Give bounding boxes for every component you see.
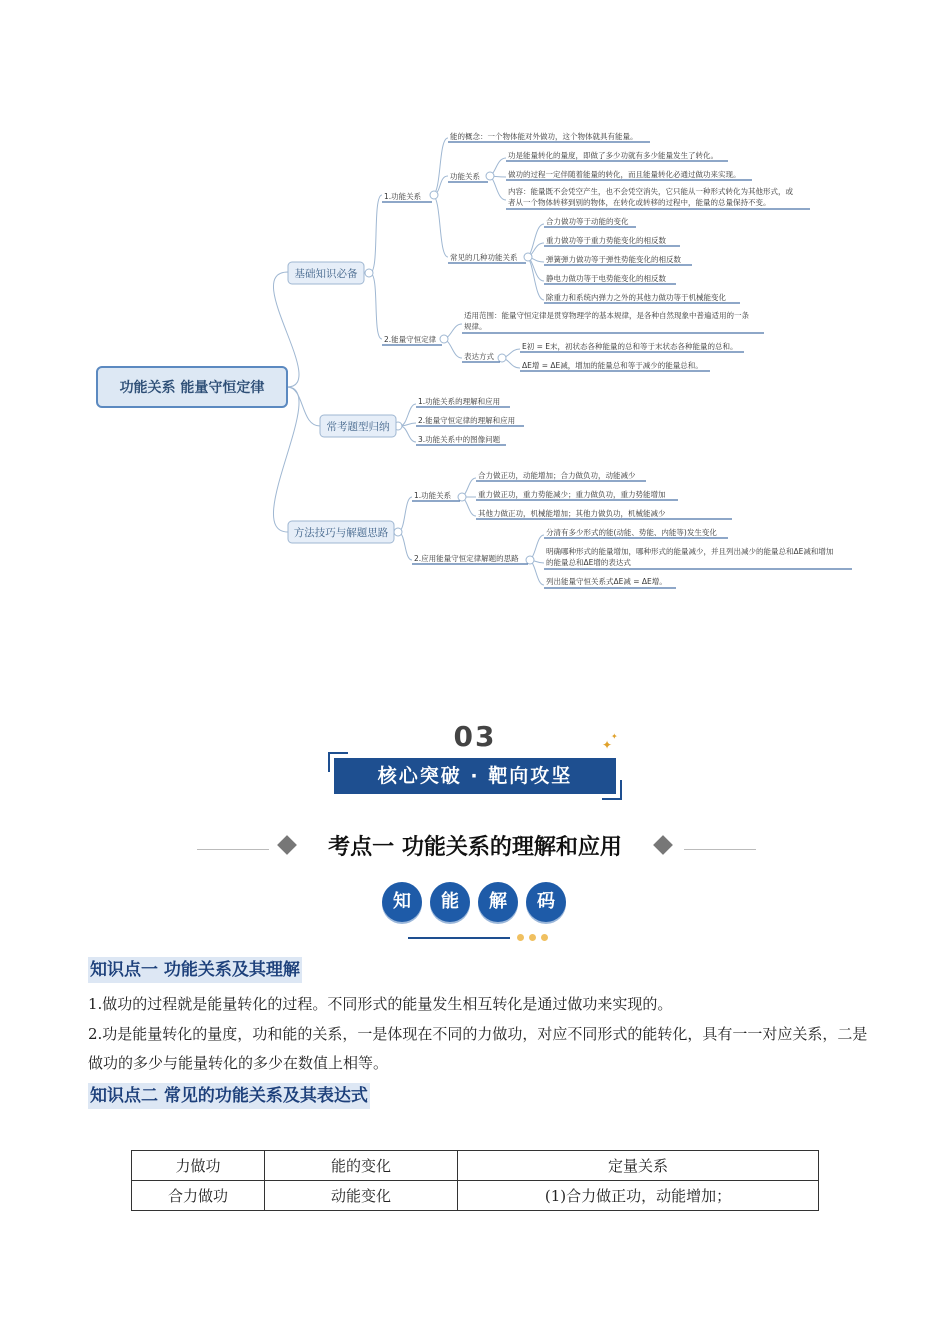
- mm-node: 合力做正功，动能增加；合力做负功，动能减少: [478, 471, 636, 480]
- table-row: [132, 1181, 819, 1211]
- mm-node: 1.功能关系的理解和应用: [418, 397, 501, 406]
- branch-question-types: 常考题型归纳: [326, 421, 390, 433]
- section-number: 03: [453, 720, 497, 753]
- mm-node: 做功的过程一定伴随着能量的转化，而且能量转化必通过做功来实现。: [508, 170, 741, 179]
- sparkle-icon: ✦: [602, 738, 613, 752]
- badge-jie: 解: [478, 882, 518, 922]
- mind-map-root: 功能关系 能量守恒定律: [119, 380, 265, 396]
- kaodian-title-text: 考点一 功能关系的理解和应用: [328, 835, 622, 860]
- branch-methods: 方法技巧与解题思路: [293, 527, 389, 539]
- mm-node: 明确哪种形式的能量增加，哪种形式的能量减少，并且列出减少的能量总和ΔE减和增加: [546, 547, 834, 556]
- mm-node: 除重力和系统内弹力之外的其他力做功等于机械能变化: [546, 293, 726, 302]
- function-energy-table: [131, 1150, 819, 1211]
- kaodian-title: [0, 830, 950, 864]
- badge-neng: 能: [430, 882, 470, 922]
- mm-node: 3.功能关系中的图像问题: [418, 435, 501, 444]
- diamond-icon: [277, 835, 297, 855]
- mm-node: 功能关系: [450, 172, 480, 181]
- diamond-icon: [653, 835, 673, 855]
- mm-node: 规律。: [464, 322, 487, 331]
- mm-node: E初 = E末，初状态各种能量的总和等于末状态各种能量的总和。: [522, 342, 738, 351]
- table-header: 定量关系: [458, 1151, 819, 1181]
- mm-node: 常见的几种功能关系: [450, 253, 518, 262]
- mm-node: 其他力做正功，机械能增加；其他力做负功，机械能减少: [478, 509, 666, 518]
- badge-group: [380, 880, 570, 940]
- sparkle-icon: ✦: [611, 732, 618, 741]
- table-header: 能的变化: [265, 1151, 458, 1181]
- knowledge-point-2-title: 知识点二 常见的功能关系及其表达式: [88, 1083, 370, 1109]
- mm-node: 2.能量守恒定律的理解和应用: [418, 416, 516, 425]
- mm-node: 1.功能关系: [384, 192, 422, 201]
- mm-node: 内容：能量既不会凭空产生，也不会凭空消失，它只能从一种形式转化为其他形式，或: [508, 187, 793, 196]
- mm-node: 2.应用能量守恒定律解题的思路: [414, 554, 519, 563]
- table-cell: 动能变化: [265, 1181, 458, 1211]
- badge-zhi: 知: [382, 882, 422, 922]
- mm-node: 的能量总和ΔE增的表达式: [546, 558, 631, 567]
- mind-map: [0, 0, 950, 620]
- section-banner: [330, 752, 620, 800]
- table-cell: 合力做功: [132, 1181, 265, 1211]
- branch-basics: 基础知识必备: [294, 268, 358, 280]
- table-cell: (1)合力做正功，动能增加；: [458, 1181, 819, 1211]
- mm-node: 表达方式: [464, 352, 494, 361]
- mm-node: 分清有多少形式的能(动能、势能、内能等)发生变化: [546, 528, 717, 537]
- section-banner-title: 核心突破 · 靶向攻坚: [334, 758, 616, 794]
- kd1-paragraph-2: 2.功是能量转化的量度，功和能的关系，一是体现在不同的力做功，对应不同形式的能转化，具有一一对应关系，二是做功的多少与能量转化的多少在数值上相等。: [88, 1025, 868, 1072]
- mm-node: 能的概念：一个物体能对外做功，这个物体就具有能量。: [450, 132, 638, 141]
- mm-node: 1.功能关系: [414, 491, 452, 500]
- mm-node: 重力做功等于重力势能变化的相反数: [546, 236, 666, 245]
- mm-node: 静电力做功等于电势能变化的相反数: [546, 274, 666, 283]
- mm-node: 列出能量守恒关系式ΔE减 = ΔE增。: [546, 577, 667, 586]
- mm-node: 2.能量守恒定律: [384, 335, 437, 344]
- kd1-paragraph-1: 1.做功的过程就是能量转化的过程。不同形式的能量发生相互转化是通过做功来实现的。: [88, 995, 673, 1013]
- mm-node: 功是能量转化的量度，即做了多少功就有多少能量发生了转化。: [508, 151, 718, 160]
- mm-node: 合力做功等于动能的变化: [546, 217, 629, 226]
- knowledge-point-1-title: 知识点一 功能关系及其理解: [88, 957, 302, 983]
- mm-node: ΔE增 = ΔE减，增加的能量总和等于减少的能量总和。: [522, 361, 703, 370]
- mm-node: 弹簧弹力做功等于弹性势能变化的相反数: [546, 255, 681, 264]
- table-header: 力做功: [132, 1151, 265, 1181]
- mm-node: 适用范围：能量守恒定律是贯穿物理学的基本规律，是各种自然现象中普遍适用的一条: [464, 311, 749, 320]
- table-header-row: [132, 1151, 819, 1181]
- badge-ma: 码: [526, 882, 566, 922]
- mm-node: 重力做正功，重力势能减少；重力做负功，重力势能增加: [478, 490, 666, 499]
- mm-node: 者从一个物体转移到别的物体，在转化或转移的过程中，能量的总量保持不变。: [508, 198, 771, 207]
